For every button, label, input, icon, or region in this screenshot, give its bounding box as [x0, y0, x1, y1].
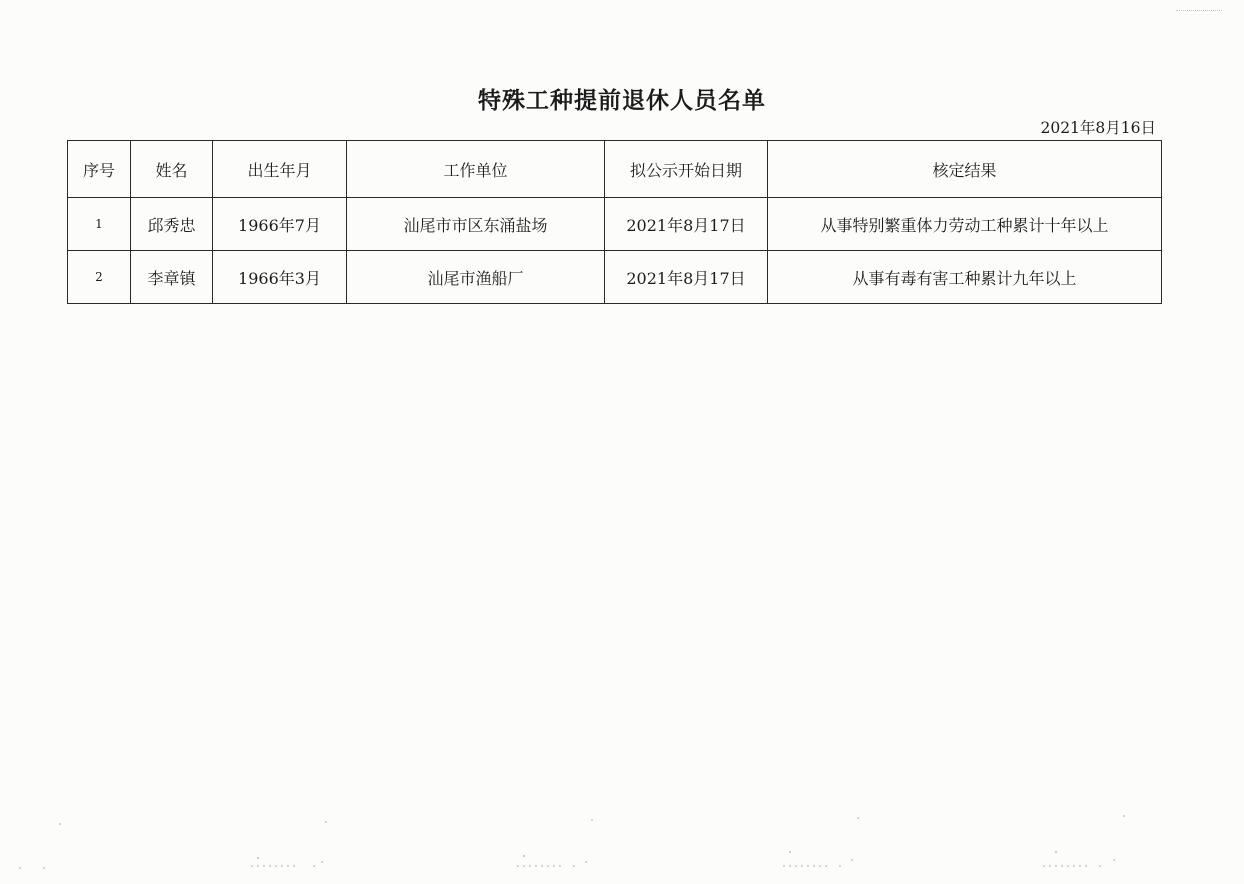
cell-employer: 汕尾市市区东涌盐场: [347, 198, 605, 251]
header-result: 核定结果: [768, 141, 1162, 198]
cell-publicity-start: 2021年8月17日: [605, 251, 768, 304]
header-name: 姓名: [131, 141, 213, 198]
cell-birth: 1966年7月: [213, 198, 347, 251]
cell-result: 从事特别繁重体力劳动工种累计十年以上: [768, 198, 1162, 251]
cell-name: 李章镇: [131, 251, 213, 304]
cell-employer: 汕尾市渔船厂: [347, 251, 605, 304]
header-birth: 出生年月: [213, 141, 347, 198]
cell-result: 从事有毒有害工种累计九年以上: [768, 251, 1162, 304]
cell-birth: 1966年3月: [213, 251, 347, 304]
header-publicity-start: 拟公示开始日期: [605, 141, 768, 198]
cell-seq: 2: [68, 251, 131, 304]
cell-publicity-start: 2021年8月17日: [605, 198, 768, 251]
header-seq: 序号: [68, 141, 131, 198]
header-employer: 工作单位: [347, 141, 605, 198]
document-date: 2021年8月16日: [1040, 119, 1156, 137]
document-title: 特殊工种提前退休人员名单: [478, 88, 766, 114]
cell-name: 邱秀忠: [131, 198, 213, 251]
cell-seq: 1: [68, 198, 131, 251]
